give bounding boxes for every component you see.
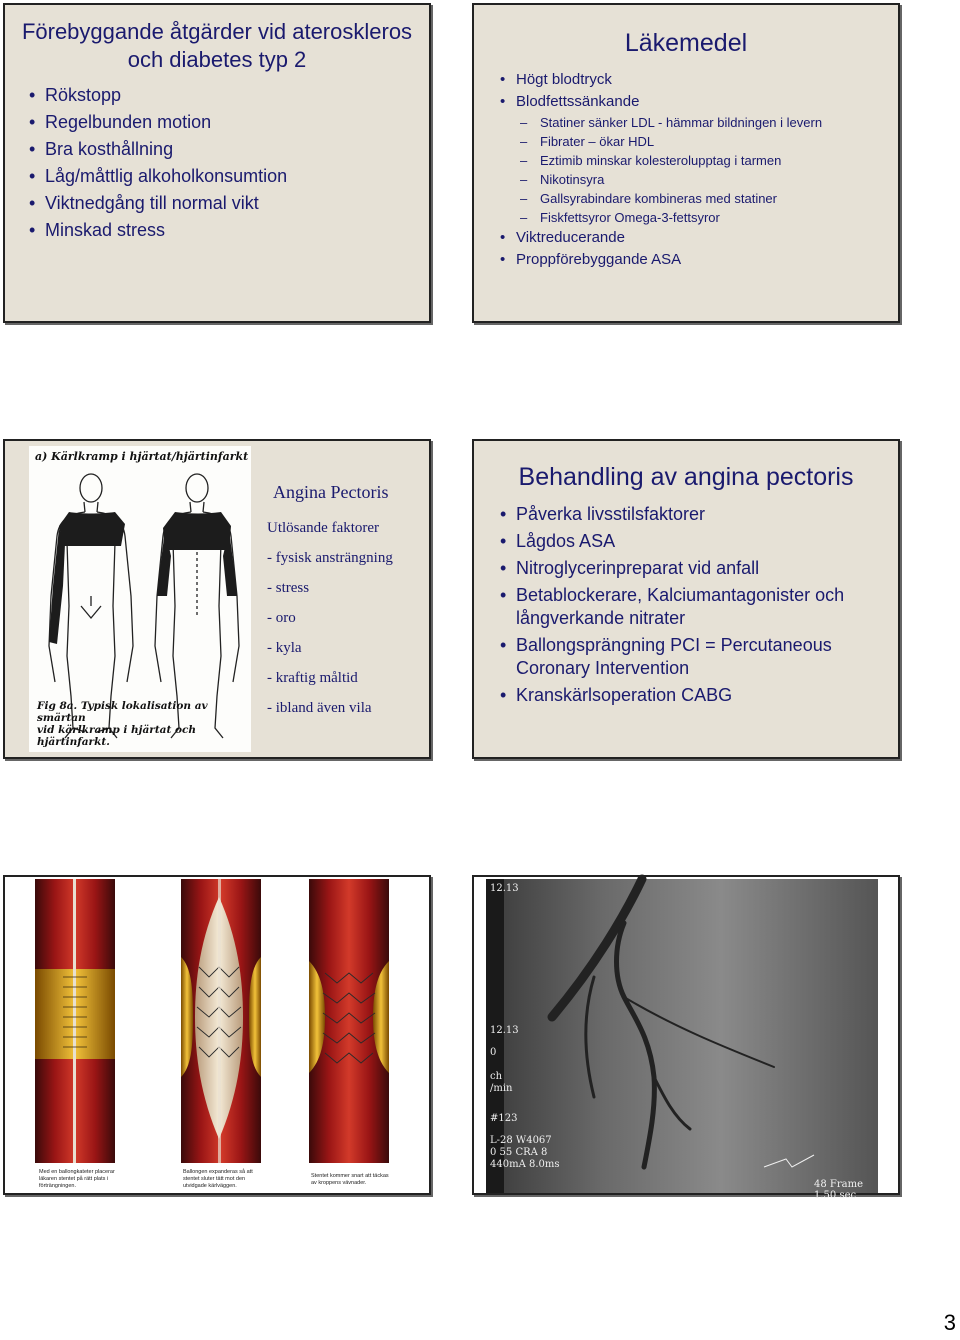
- angio-label: 440mA 8.0ms: [490, 1159, 560, 1170]
- sublist-item: – Fibrater – ökar HDL: [516, 132, 898, 151]
- stent-images: [5, 877, 429, 1193]
- stent-panel-3: [309, 879, 389, 1163]
- list-item: • Viktnedgång till normal vikt: [27, 190, 429, 217]
- angio-label: 12.13: [490, 1025, 519, 1036]
- pain-location-figure: [29, 446, 251, 752]
- text-line: Utlösande faktorer: [267, 520, 380, 536]
- sublist-item: – Fiskfettsyror Omega-3-fettsyror: [516, 208, 898, 227]
- stent-panel-1: [35, 879, 115, 1163]
- list-item: • Högt blodtryck: [498, 69, 898, 91]
- figure-caption-bottom: [37, 700, 251, 748]
- caption-line: Fig 8a. Typisk lokalisation av smärtan: [37, 700, 208, 724]
- list-item: • Betablockerare, Kalciumantagonister och långverkande nitrater: [498, 584, 898, 630]
- text-line: - ibland även vila: [267, 700, 372, 716]
- slide1-list: [27, 82, 429, 244]
- sublist-item: – Nikotinsyra: [516, 170, 898, 189]
- slide2-title: Läkemedel: [624, 29, 748, 57]
- sublist-item: – Gallsyrabindare kombineras med statiner: [516, 189, 898, 208]
- text-line: - kyla: [267, 640, 302, 656]
- stent-caption-3: Stentet kommer snart att täckas av kroppens vävnader.: [311, 1173, 389, 1186]
- slide4-list: [498, 503, 898, 707]
- stent-caption-2: Ballongen expanderas så att stentet sluter tätt mot den utvidgade kärlväggen.: [183, 1169, 253, 1189]
- list-item: [498, 91, 898, 227]
- slide-angiogram: [472, 875, 900, 1201]
- slide-medication: [472, 3, 900, 323]
- angio-label: 0 55 CRA 8: [490, 1147, 548, 1158]
- list-item: • Regelbunden motion: [27, 109, 429, 136]
- list-item: • Kranskärlsoperation CABG: [498, 684, 898, 707]
- text-line: - fysisk ansträngning: [267, 550, 393, 566]
- angina-text: [267, 477, 393, 723]
- slide4-title: Behandling av angina pectoris: [518, 463, 854, 491]
- stent-caption-1: Med en ballongkateter placerar läkaren stentet på rätt plats i förträngningen.: [39, 1169, 115, 1189]
- sublist-item: – Eztimib minskar kolesterolupptag i tarmen: [516, 151, 898, 170]
- list-item: • Rökstopp: [27, 82, 429, 109]
- angio-label: ch: [490, 1071, 503, 1082]
- list-item: • Minskad stress: [27, 217, 429, 244]
- list-item: • Påverka livsstilsfaktorer: [498, 503, 898, 526]
- list-item: • Viktreducerande: [498, 227, 898, 249]
- angio-label: 0: [490, 1047, 497, 1058]
- slide-angina: [3, 439, 431, 759]
- slide3-title: Angina Pectoris: [273, 482, 389, 502]
- angio-label: /min: [490, 1083, 513, 1094]
- slide-prevention: [3, 3, 431, 323]
- angio-label: 48 Frame: [814, 1179, 863, 1190]
- angio-label: 1.50 sec: [814, 1190, 857, 1201]
- text-line: - oro: [267, 610, 296, 626]
- slide-treatment: [472, 439, 900, 759]
- slide-stent-illustration: [3, 875, 431, 1195]
- sublist: [516, 113, 898, 227]
- page-number: 3: [943, 1310, 956, 1335]
- list-item: • Ballongsprängning PCI = Percutaneous Coronary Intervention: [498, 634, 898, 680]
- slide2-list: [498, 69, 898, 271]
- figure-caption-top: a) Kärlkramp i hjärtat/hjärtinfarkt: [35, 450, 249, 463]
- angio-label: #123: [490, 1113, 518, 1124]
- slide1-title: Förebyggande åtgärder vid ateroskleros och diabetes typ 2: [21, 19, 413, 72]
- list-item: • Nitroglycerinpreparat vid anfall: [498, 557, 898, 580]
- list-item: • Proppförebyggande ASA: [498, 249, 898, 271]
- text-line: - kraftig måltid: [267, 670, 358, 686]
- text-line: - stress: [267, 580, 310, 596]
- sublist-item: – Statiner sänker LDL - hämmar bildningen i levern: [516, 113, 898, 132]
- angio-label: L-28 W4067: [490, 1135, 552, 1146]
- list-item: • Bra kosthållning: [27, 136, 429, 163]
- list-item: • Låg/måttlig alkoholkonsumtion: [27, 163, 429, 190]
- list-item-label: Blodfettssänkande: [516, 93, 640, 110]
- angio-label: 12.13: [490, 883, 519, 894]
- stent-panel-2: [181, 879, 261, 1163]
- caption-line: vid kärlkramp i hjärtat och hjärtinfarkt.: [37, 724, 197, 748]
- list-item: • Lågdos ASA: [498, 530, 898, 553]
